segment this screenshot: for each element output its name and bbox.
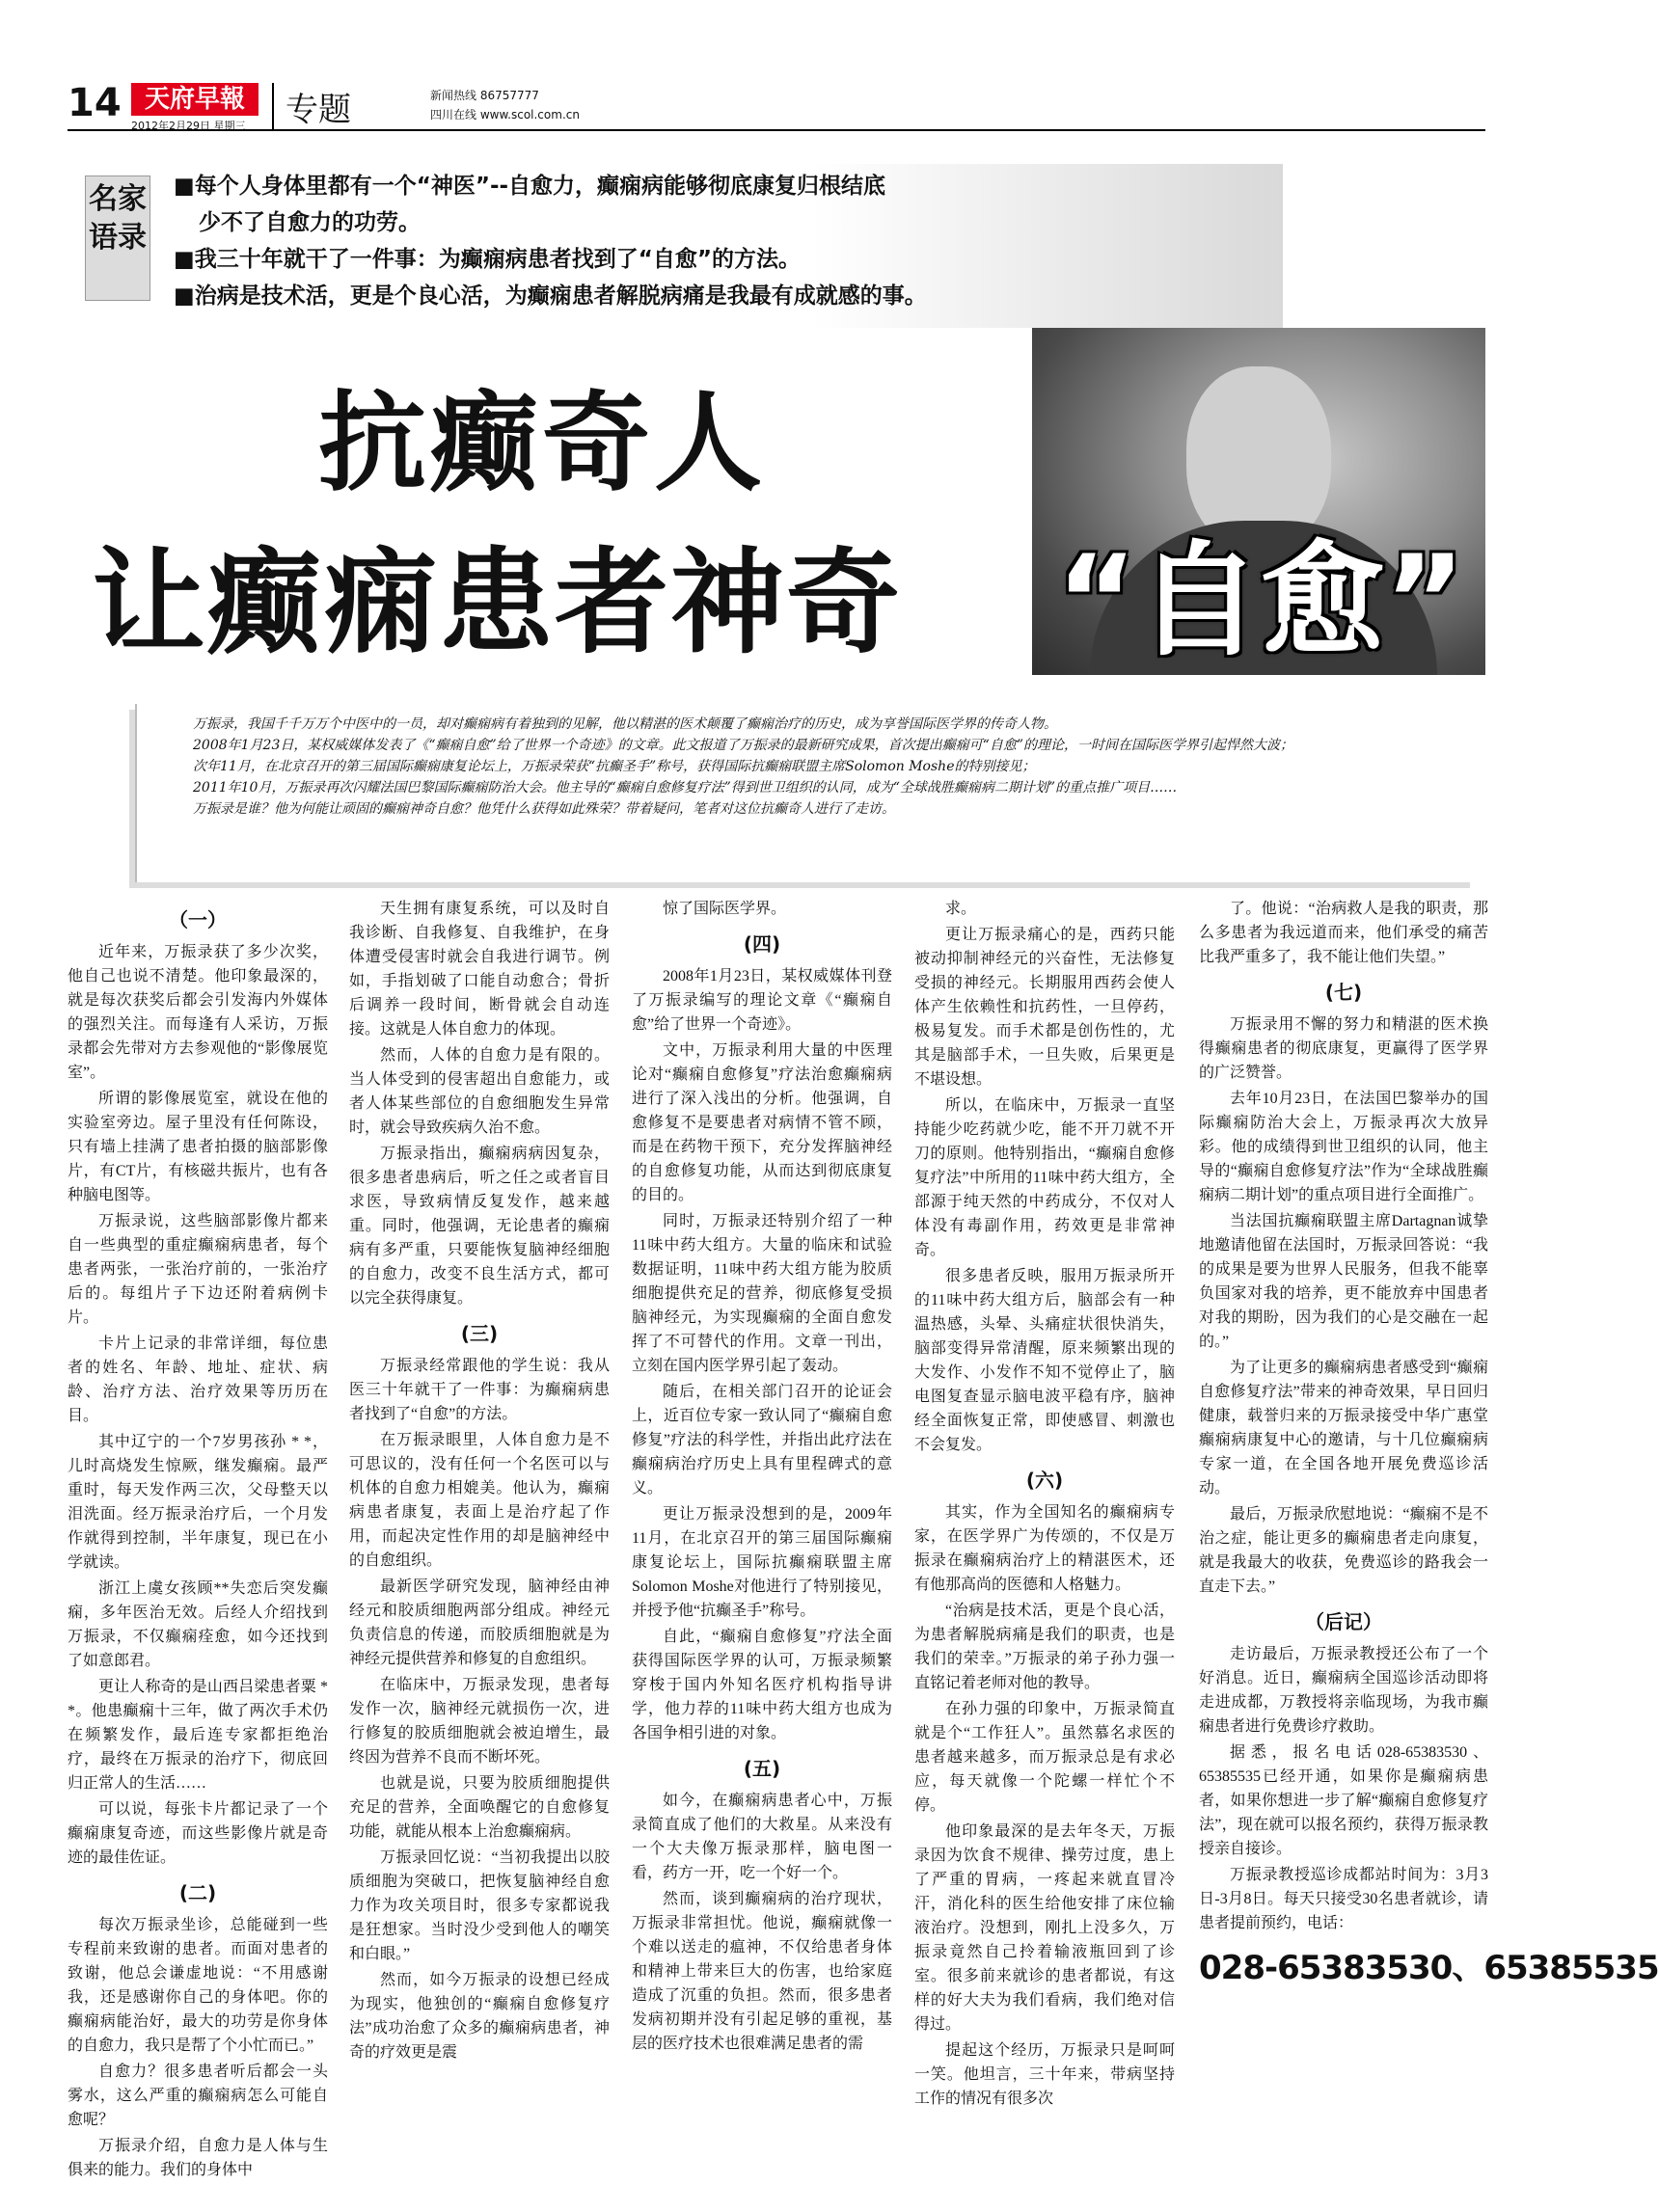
paragraph: 更让万振录痛心的是，西药只能被动抑制神经元的兴奋性，无法修复受损的神经元。长期服用西药会使人体产生依赖性和抗药性，一旦停药，极易复发。而手术都是创伤性的，尤其是脑部手术，一旦失败，后果更是不堪设想。 [914, 927, 1175, 1088]
paragraph: 所谓的影像展览室，就设在他的实验室旁边。屋子里没有任何陈设，只有墙上挂满了患者拍摄的脑部影像片，有CT片，有核磁共振片，也有各种脑电图等。 [68, 1091, 328, 1203]
quote-1: ■每个人身体里都有一个“神医”--自愈力，癫痫病能够彻底康复归根结底 [174, 174, 886, 199]
paragraph: 文中，万振录利用大量的中医理论对“癫痫自愈修复”疗法治愈癫痫病进行了深入浅出的分析。他强调，自愈修复不是要患者对病情不管不顾，而是在药物干预下，充分发挥脑神经的自愈修复功能，从而达到彻底康复的目的。 [632, 1042, 892, 1203]
paragraph: 如今，在癫痫病患者心中，万振录简直成了他们的大救星。从来没有一个大夫像万振录那样，脑电图一看，药方一开，吃一个好一个。 [632, 1793, 892, 1881]
intro-paragraph: 万振录是谁？他为何能让顽固的癫痫神奇自愈？他凭什么获得如此殊荣？带着疑问，笔者对这位抗癫奇人进行了走访。 [193, 801, 895, 817]
article-column-5 [1199, 897, 1659, 1988]
page-header [68, 75, 1485, 131]
article-column-1 [68, 897, 328, 2184]
paragraph: 自此，“癫痫自愈修复”疗法全面获得国际医学界的认可，万振录频繁穿梭于国内外知名医疗机构指导讲学，他力荐的11味中药大组方也成为各国争相引进的对象。 [632, 1629, 892, 1741]
paragraph: 在万振录眼里，人体自愈力是不可思议的，没有任何一个名医可以与机体的自愈力相媲美。他认为，癫痫病患者康复，表面上是治疗起了作用，而起决定性作用的却是脑神经中的自愈组织。 [349, 1432, 610, 1569]
paragraph: 万振录经常跟他的学生说：我从医三十年就干了一件事：为癫痫病患者找到了“自愈”的方法。 [349, 1358, 610, 1422]
intro-paragraph: 2008年1月23日，某权威媒体发表了《“癫痫自愈”给了世界一个奇迹》的文章。此文报道了万振录的最新研究成果，首次提出癫痫可“自愈”的理论，一时间在国际医学界引起悍然大波； [193, 738, 1293, 753]
paragraph: 更让人称奇的是山西吕梁患者粟 * *。他患癫痫十三年，做了两次手术仍在频繁发作，最后连专家都拒绝治疗，最终在万振录的治疗下，彻底回归正常人的生活…… [68, 1679, 328, 1792]
paragraph: 每次万振录坐诊，总能碰到一些专程前来致谢的患者。而面对患者的致谢，他总会谦虚地说：“不用感谢我，还是感谢你自己的身体吧。你的癫痫病能治好，最大的功劳是你身体的自愈力，我只是帮了个小忙而已。” [68, 1917, 328, 2054]
paragraph: 在临床中，万振录发现，患者每发作一次，脑神经元就损伤一次，进行修复的胶质细胞就会被迫增生，最终因为营养不良而不断坏死。 [349, 1677, 610, 1766]
paragraph: 自愈力？很多患者听后都会一头雾水，这么严重的癫痫病怎么可能自愈呢？ [68, 2064, 328, 2128]
issue-date: 2012年2月29日 星期三 [131, 120, 246, 132]
section-heading: (五) [743, 1757, 781, 1780]
paragraph: 最后，万振录欣慰地说：“癫痫不是不治之症，能让更多的癫痫患者走向康复，就是我最大的收获，免费巡诊的路我会一直走下去。” [1199, 1506, 1488, 1595]
paragraph: 当法国抗癫痫联盟主席Dartagnan诚挚地邀请他留在法国时，万振录回答说：“我的成果是要为世界人民服务，但我不能辜负国家对我的培养，更不能放弃中国患者对我的期盼，因为我们的心是交融在一起的。” [1199, 1213, 1488, 1350]
paragraph: 他印象最深的是去年冬天，万振录因为饮食不规律、操劳过度，患上了严重的胃病，一疼起来就直冒冷汗，消化科的医生给他安排了床位输液治疗。没想到，刚扎上没多久，万振录竟然自己拎着输液瓶回到了诊室。很多前来就诊的患者都说，有这样的好大夫为我们看病，我们绝对信得过。 [914, 1823, 1175, 2033]
paragraph: 惊了国际医学界。 [663, 901, 787, 917]
page-number: 14 [68, 81, 122, 125]
paragraph: 提起这个经历，万振录只是呵呵一笑。他坦言，三十年来，带病坚持工作的情况有很多次 [914, 2042, 1175, 2107]
paragraph: 浙江上虞女孩顾**失恋后突发癫痫，多年医治无效。后经人介绍找到万振录，不仅癫痫痊愈，如今还找到了如意郎君。 [68, 1580, 328, 1669]
paragraph: 所以，在临床中，万振录一直坚持能少吃药就少吃，能不开刀就不开刀的原则。他特别指出，“癫痫自愈修复疗法”中所用的11味中药大组方，全部源于纯天然的中药成分，不仅对人体没有毒副作用，药效更是非常神奇。 [914, 1097, 1175, 1258]
newspaper-logo: 天府早報 [131, 83, 258, 116]
paragraph: 了。他说：“治病救人是我的职责，那么多患者为我远道而来，他们承受的痛苦比我严重多了，我不能让他们失望。” [1199, 901, 1488, 965]
headline-line-2: 让癫痫患者神奇 [92, 536, 903, 669]
intro-box [135, 704, 1476, 882]
paragraph: 然而，如今万振录的设想已经成为现实，他独创的“癫痫自愈修复疗法”成功治愈了众多的癫痫病患者，神奇的疗效更是震 [349, 1972, 610, 2061]
headline-line-1: 抗癫奇人 [318, 381, 766, 506]
quote-2: ■我三十年就干了一件事：为癫痫病患者找到了“自愈”的方法。 [174, 247, 801, 272]
paragraph: 在孙力强的印象中，万振录简直就是个“工作狂人”。虽然慕名求医的患者越来越多，而万振录总是有求必应，每天就像一个陀螺一样忙个不停。 [914, 1701, 1175, 1814]
section-heading: (三) [460, 1322, 499, 1345]
quote-1-cont: 少不了自愈力的功劳。 [199, 210, 421, 235]
paragraph: 卡片上记录的非常详细，每位患者的姓名、年龄、地址、症状、病龄、治疗方法、治疗效果等历历在目。 [68, 1335, 328, 1424]
paragraph: 万振录回忆说：“当初我提出以胶质细胞为突破口，把恢复脑神经自愈力作为攻关项目时，很多专家都说我是狂想家。当时没少受到他人的嘲笑和白眼。” [349, 1849, 610, 1962]
article-column-3 [632, 897, 892, 2058]
paragraph: 近年来，万振录获了多少次奖，他自己也说不清楚。他印象最深的，就是每次获奖后都会引发海内外媒体的强烈关注。而每逢有人采访，万振录都会先带对方去参观他的“影像展览室”。 [68, 944, 328, 1081]
paragraph: 万振录用不懈的努力和精湛的医术换得癫痫患者的彻底康复，更赢得了医学界的广泛赞誉。 [1199, 1016, 1488, 1081]
paragraph: 可以说，每张卡片都记录了一个癫痫康复奇迹，而这些影像片就是奇迹的最佳佐证。 [68, 1801, 328, 1866]
section-heading: (二) [178, 1881, 217, 1904]
paragraph: 万振录介绍，自愈力是人体与生俱来的能力。我们的身体中 [68, 2138, 328, 2178]
article-column-4 [914, 897, 1175, 2113]
paragraph: 据悉，报名电话028-65383530、65385535已经开通，如果你是癫痫病患者，如果你想进一步了解“癫痫自愈修复疗法”，现在就可以报名预约，获得万振录教授亲自接诊。 [1199, 1744, 1488, 1857]
paragraph: 其中辽宁的一个7岁男孩孙 * *，儿时高烧发生惊厥，继发癫痫。最严重时，每天发作两三次，父母整天以泪洗面。经万振录治疗后，一个月发作就得到控制，半年康复，现已在小学就读。 [68, 1434, 328, 1571]
paragraph: 万振录指出，癫痫病病因复杂，很多患者患病后，听之任之或者盲目求医，导致病情反复发作，越来越重。同时，他强调，无论患者的癫痫病有多严重，只要能恢复脑神经细胞的自愈力，改变不良生活方式，都可以完全获得康复。 [349, 1146, 610, 1307]
paragraph: 然而，人体的自愈力是有限的。当人体受到的侵害超出自愈能力，或者人体某些部位的自愈细胞发生异常时，就会导致疾病久治不愈。 [349, 1047, 610, 1136]
paragraph: 为了让更多的癫痫病患者感受到“癫痫自愈修复疗法”带来的神奇效果，早日回归健康，载誉归来的万振录接受中华广惠堂癫痫病康复中心的邀请，与十几位癫痫病专家一道，在全国各地开展免费巡诊活动。 [1199, 1360, 1488, 1497]
paragraph: 2008年1月23日，某权威媒体刊登了万振录编写的理论文章《“癫痫自愈”给了世界一个奇迹》。 [632, 968, 892, 1033]
section-label: 专题 [272, 83, 351, 130]
famous-quotes [174, 168, 1138, 314]
paragraph: 求。 [945, 901, 977, 917]
intro-paragraph: 2011年10月，万振录再次闪耀法国巴黎国际癫痫防治大会。他主导的“癫痫自愈修复疗法”得到世卫组织的认同，成为“全球战胜癫痫病二期计划”的重点推广项目…… [193, 780, 1178, 796]
headline-line-3: “自愈” [1056, 529, 1466, 673]
section-heading: (四) [743, 932, 781, 956]
section-heading: (六) [1025, 1469, 1064, 1492]
paragraph: 更让万振录没想到的是，2009年11月，在北京召开的第三届国际癫痫康复论坛上，国际抗癫痫联盟主席Solomon Moshe对他进行了特别接见，并授予他“抗癫圣手”称号。 [632, 1506, 892, 1619]
website: 四川在线 www.scol.com.cn [430, 108, 580, 121]
paragraph: 同时，万振录还特别介绍了一种11味中药大组方。大量的临床和试验数据证明，11味中药大组方能为胶质细胞提供充足的营养，彻底修复受损脑神经元，为实现癫痫的全面自愈发挥了不可替代的作用。文章一刊出，立刻在国内医学界引起了轰动。 [632, 1213, 892, 1374]
paragraph: 其实，作为全国知名的癫痫病专家，在医学界广为传颂的，不仅是万振录在癫痫病治疗上的精湛医术，还有他那高尚的医德和人格魅力。 [914, 1504, 1175, 1593]
paragraph: 万振录教授巡诊成都站时间为：3月3日-3月8日。每天只接受30名患者就诊，请患者提前预约，电话： [1199, 1867, 1488, 1931]
paragraph: 去年10月23日，在法国巴黎举办的国际癫痫防治大会上，万振录再次大放异彩。他的成绩得到世卫组织的认同，他主导的“癫痫自愈修复疗法”作为“全球战胜癫痫病二期计划”的重点项目进行全面推广。 [1199, 1091, 1488, 1203]
hotline: 新闻热线 86757777 [430, 89, 539, 102]
paragraph: 很多患者反映，服用万振录所开的11味中药大组方后，脑部会有一种温热感，头晕、头痛症状很快消失，脑部变得异常清醒，原来频繁出现的大发作、小发作不知不觉停止了，脑电图复查显示脑电波平稳有序，脑神经全面恢复正常，即使感冒、刺激也不会复发。 [914, 1268, 1175, 1453]
paragraph: 然而，谈到癫痫病的治疗现状，万振录非常担忧。他说，癫痫就像一个难以送走的瘟神，不仅给患者身体和精神上带来巨大的伤害，也给家庭造成了沉重的负担。然而，很多患者发病初期并没有引起足够的重视，基层的医疗技术也很难满足患者的需 [632, 1891, 892, 2052]
paragraph: 也就是说，只要为胶质细胞提供充足的营养，全面唤醒它的自愈修复功能，就能从根本上治愈癫痫病。 [349, 1775, 610, 1840]
quote-badge: 名家语录 [85, 175, 150, 301]
article-column-2 [349, 897, 610, 2066]
intro-paragraph: 万振录，我国千千万万个中医中的一员，却对癫痫病有着独到的见解，他以精湛的医术颠覆了癫痫治疗的历史，成为享誉国际医学界的传奇人物。 [193, 716, 1057, 732]
section-heading: （一） [169, 908, 227, 931]
intro-paragraph: 次年11月，在北京召开的第三届国际癫痫康复论坛上，万振录荣获“抗癫圣手”称号，获得国际抗癫痫联盟主席Solomon Moshe的特别接见； [193, 759, 1036, 774]
quote-3: ■治病是技术活，更是个良心活，为癫痫患者解脱病痛是我最有成就感的事。 [174, 283, 927, 309]
phone-number: 028-65383530、65385535 [1199, 1949, 1659, 1987]
paragraph: 万振录说，这些脑部影像片都来自一些典型的重症癫痫病患者，每个患者两张，一张治疗前的，一张治疗后的。每组片子下边还附着病例卡片。 [68, 1213, 328, 1326]
paragraph: 走访最后，万振录教授还公布了一个好消息。近日，癫痫病全国巡诊活动即将走进成都，万教授将亲临现场，为我市癫痫患者进行免费诊疗救助。 [1199, 1646, 1488, 1735]
paragraph: 最新医学研究发现，脑神经由神经元和胶质细胞两部分组成。神经元负责信息的传递，而胶质细胞就是为神经元提供营养和修复的自愈组织。 [349, 1578, 610, 1667]
paragraph: “治病是技术活，更是个良心活，为患者解脱病痛是我们的职责，也是我们的荣幸。”万振录的弟子孙力强一直铭记着老师对他的教导。 [914, 1603, 1175, 1691]
section-heading: (七) [1324, 981, 1363, 1004]
paragraph: 天生拥有康复系统，可以及时自我诊断、自我修复、自我维护，在身体遭受侵害时就会自我进行调节。例如，手指划破了口能自动愈合；骨折后调养一段时间，断骨就会自动连接。这就是人体自愈力的体现。 [349, 901, 610, 1038]
paragraph: 随后，在相关部门召开的论证会上，近百位专家一致认同了“癫痫自愈修复”疗法的科学性，并指出此疗法在癫痫病治疗历史上具有里程碑式的意义。 [632, 1384, 892, 1497]
section-heading: （后记） [1305, 1610, 1382, 1633]
